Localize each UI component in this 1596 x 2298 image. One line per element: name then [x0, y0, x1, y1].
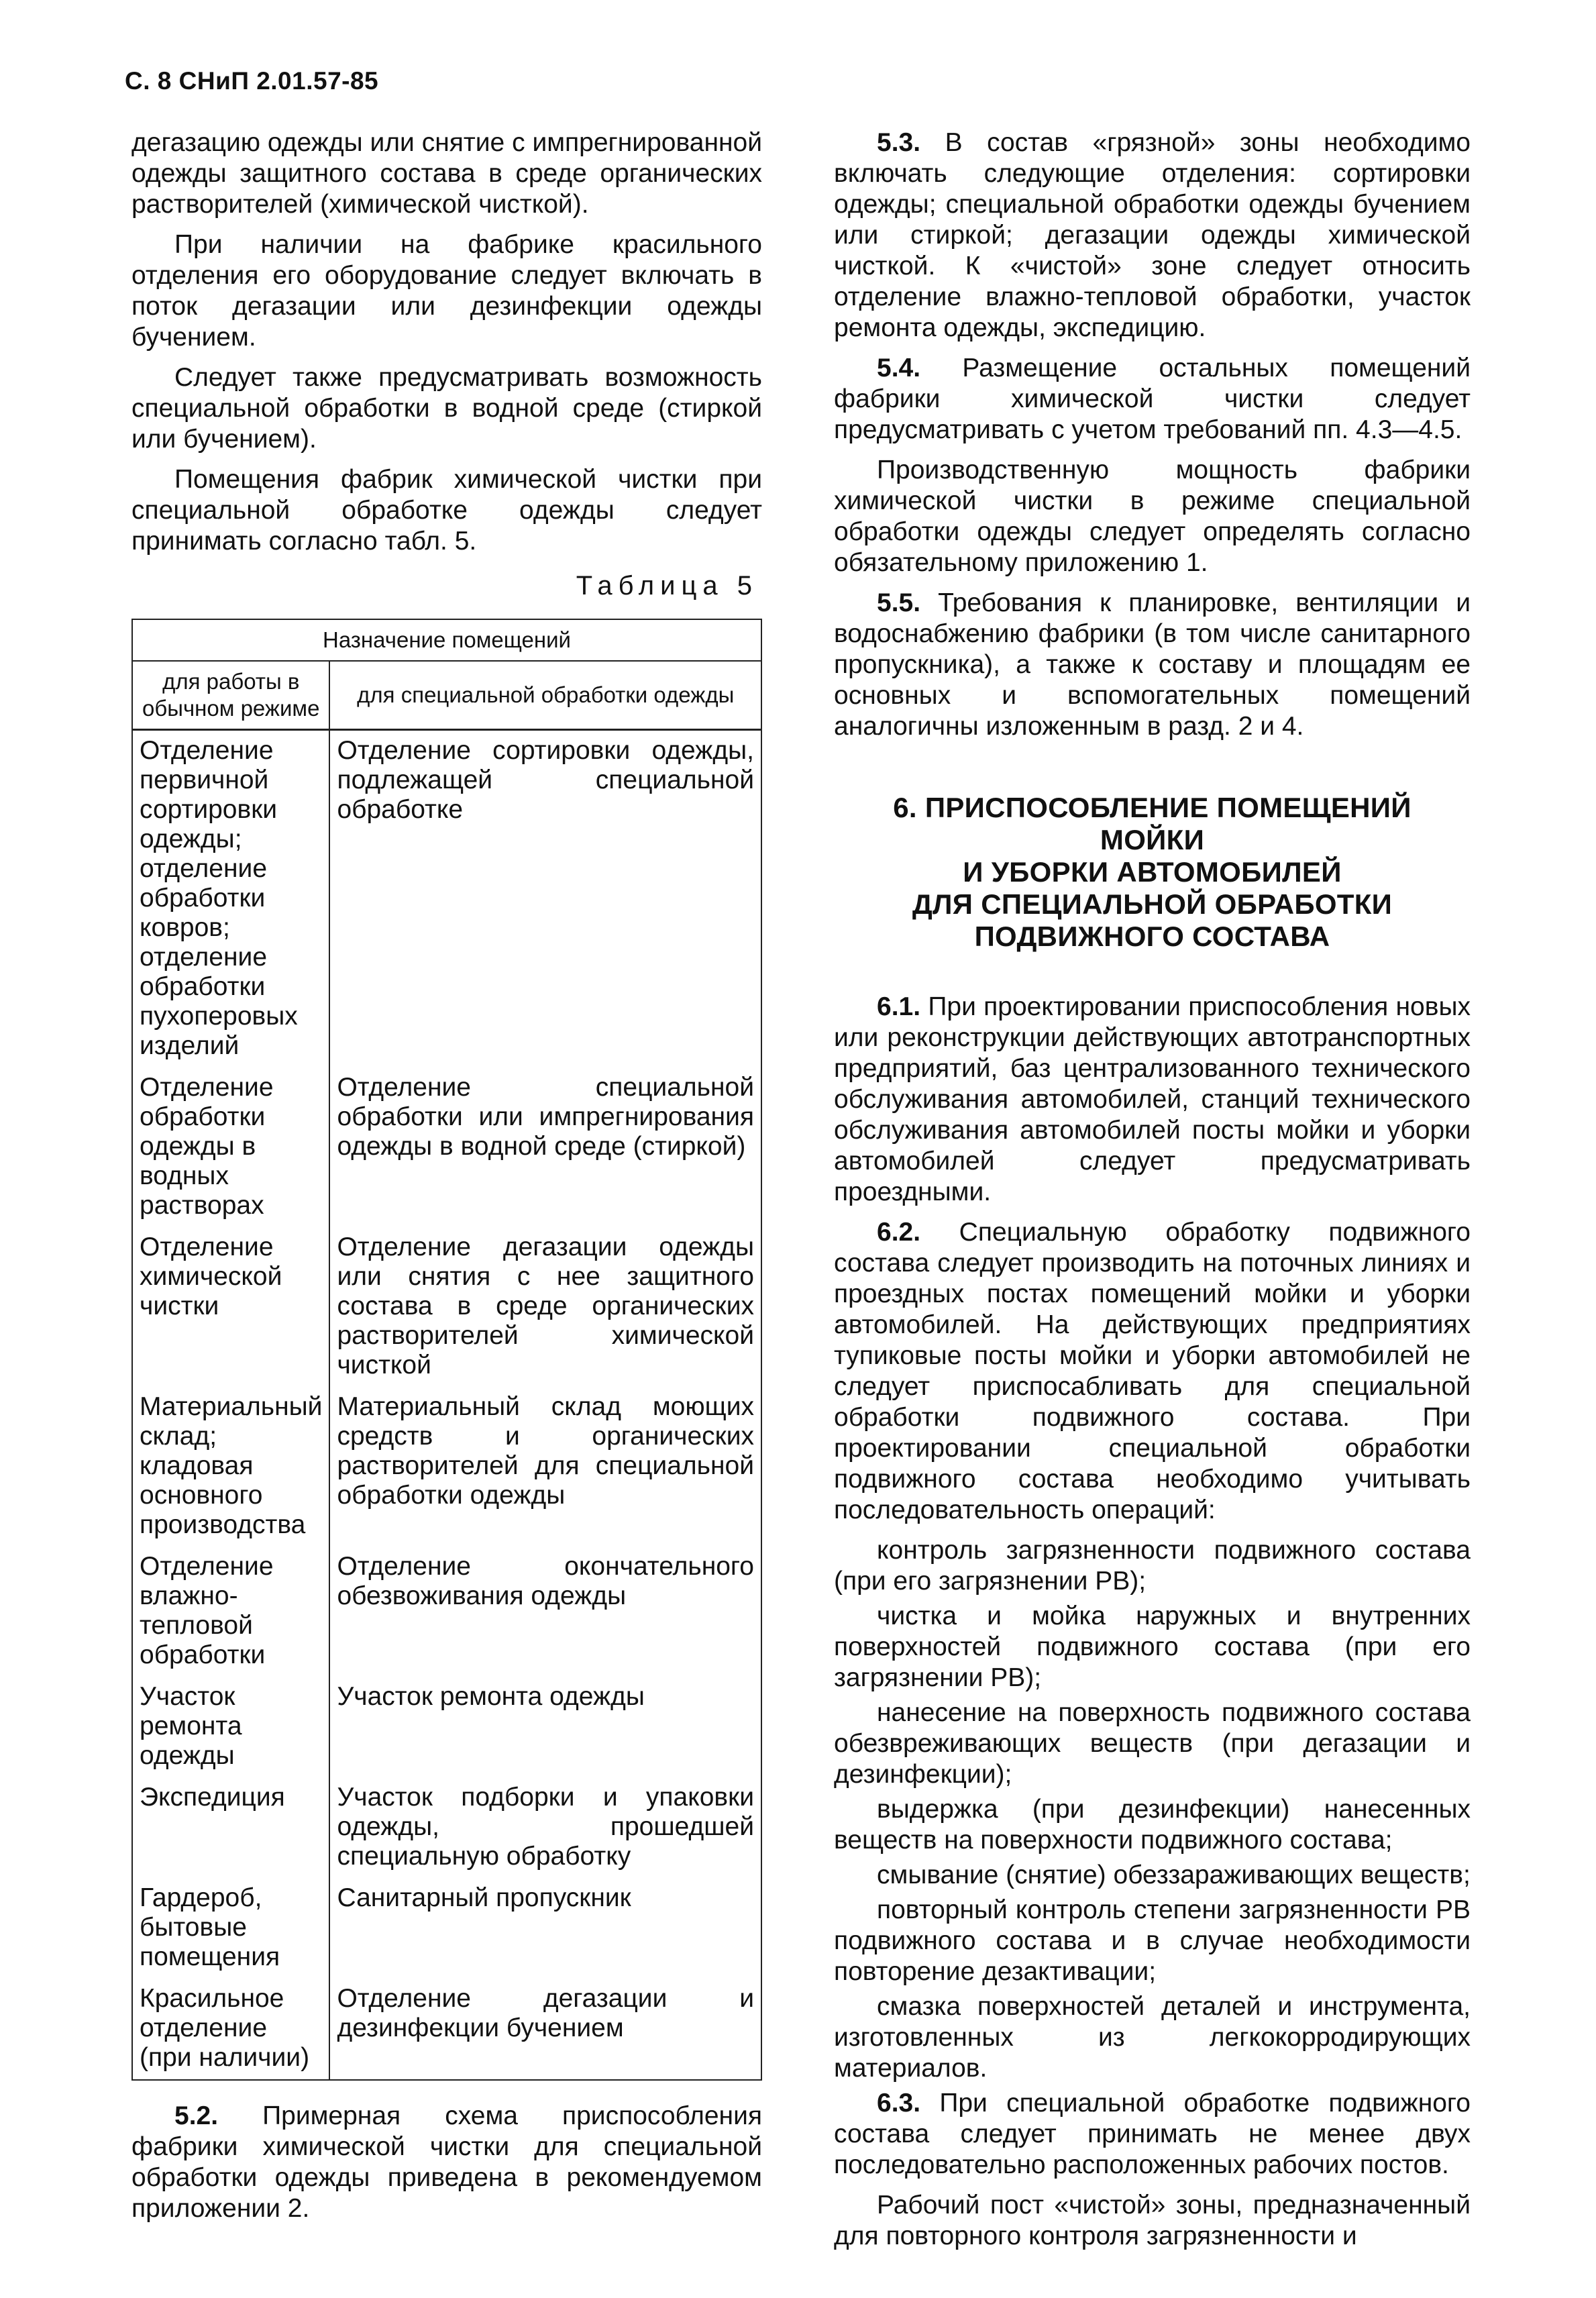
table-cell: Санитарный пропускник: [329, 1878, 761, 1979]
clause-text: В состав «грязной» зоны необходимо включать следующие отделения: сортировки одежды; специальной обработки одежды бучением или стиркой; дегазации одежды химической чисткой. К «чистой» зоне следует относить отделение влажно-тепловой обработки, участок ремонта одежды, экспедицию.: [834, 128, 1471, 342]
table-row: [132, 1067, 761, 1227]
clause-number: 6.1.: [877, 992, 921, 1021]
paragraph: Рабочий пост «чистой» зоны, предназначенный для повторного контроля загрязненности и: [834, 2191, 1471, 2250]
table-cell: Материальный склад моющих средств и органических растворителей для специальной обработки одежды: [329, 1387, 761, 1547]
table-cell: Отделение окончательного обезвоживания одежды: [329, 1547, 761, 1677]
paragraph-5-5: [834, 588, 1471, 742]
table-title: Таблица 5: [576, 571, 758, 600]
paragraph: дегазацию одежды или снятие с импрегнированной одежды защитного состава в среде органических растворителей (химической чисткой).: [131, 128, 762, 219]
clause-text: Размещение остальных помещений фабрики химической чистки следует предусматривать с учетом требований пп. 4.3—4.5.: [834, 354, 1471, 444]
section-heading: [847, 792, 1457, 953]
rooms-table: [131, 619, 762, 2081]
section-heading-line: 6. ПРИСПОСОБЛЕНИЕ ПОМЕЩЕНИЙ МОЙКИ: [893, 792, 1412, 855]
table-row: [132, 1547, 761, 1677]
clause-number: 5.3.: [877, 128, 921, 157]
table-row: [132, 1979, 761, 2080]
table-cell: Отделение дегазации одежды или снятия с нее защитного состава в среде органических растворителей химической чисткой: [329, 1227, 761, 1387]
table-cell: Отделение первичной сортировки одежды; отделение обработки ковров; отделение обработки пухоперовых изделий: [132, 730, 329, 1068]
clause-number: 6.2.: [877, 1218, 921, 1247]
paragraph: Производственную мощность фабрики химической чистки в режиме специальной обработки одежды следует определять согласно обязательному приложению 1.: [834, 456, 1471, 577]
clause-text: Специальную обработку подвижного состава следует производить на поточных линиях и проездных постах помещений мойки и уборки автомобилей. На действующих предприятиях тупиковые посты мойки и уборки автомобилей не следует приспосабливать для специальной обработки подвижного состава. При проектировании специальной обработки подвижного состава необходимо учитывать последовательность операций:: [834, 1218, 1471, 1524]
table-cell: Гардероб, бытовые помещения: [132, 1878, 329, 1979]
clause-number: 5.4.: [877, 354, 921, 382]
list-item: смывание (снятие) обеззараживающих веществ;: [877, 1861, 1471, 1889]
table-row: [132, 1878, 761, 1979]
paragraph-5-3: [834, 127, 1471, 344]
table-cell: Отделение сортировки одежды, подлежащей специальной обработке: [329, 730, 761, 1068]
paragraph: Помещения фабрик химической чистки при специальной обработке одежды следует принимать согласно табл. 5.: [131, 465, 762, 556]
right-column: [834, 127, 1471, 2261]
table-row: [132, 1677, 761, 1777]
table-row: [132, 1777, 761, 1878]
table-row: [132, 1227, 761, 1387]
list-item: чистка и мойка наружных и внутренних поверхностей подвижного состава (при его загрязнении РВ);: [834, 1602, 1471, 1692]
table-header-main: Назначение помещений: [132, 619, 761, 661]
clause-number: 6.3.: [877, 2089, 921, 2118]
clause-text: Требования к планировке, вентиляции и водоснабжению фабрики (в том числе санитарного пропускника), а также к составу и площадям ее основных и вспомогательных помещений аналогичны изложенным в разд. 2 и 4.: [834, 588, 1471, 741]
table-cell: Отделение обработки одежды в водных растворах: [132, 1067, 329, 1227]
list-item: нанесение на поверхность подвижного состава обезвреживающих веществ (при дегазации и дезинфекции);: [834, 1698, 1471, 1789]
table-cell: Красильное отделение (при наличии): [132, 1979, 329, 2080]
clause-number: 5.5.: [877, 588, 921, 617]
table-row: [132, 1387, 761, 1547]
table-cell: Отделение специальной обработки или импрегнирования одежды в водной среде (стиркой): [329, 1067, 761, 1227]
paragraph: При наличии на фабрике красильного отделения его оборудование следует включать в поток дегазации или дезинфекции одежды бучением.: [131, 230, 762, 352]
list-item: смазка поверхностей деталей и инструмента, изготовленных из легкокорродирующих материалов.: [834, 1992, 1471, 2083]
list-item: повторный контроль степени загрязненности РВ подвижного состава и в случае необходимости повторение дезактивации;: [834, 1895, 1471, 1986]
table-cell: Материальный склад; кладовая основного производства: [132, 1387, 329, 1547]
list-item: выдержка (при дезинфекции) нанесенных веществ на поверхности подвижного состава;: [834, 1795, 1471, 1855]
clause-text: При специальной обработке подвижного состава следует принимать не менее двух последовательно расположенных рабочих постов.: [834, 2089, 1471, 2179]
paragraph-6-1: [834, 992, 1471, 1208]
paragraph-6-3: [834, 2088, 1471, 2181]
table-cell: Отделение дегазации и дезинфекции бучением: [329, 1979, 761, 2080]
table-cell: Отделение влажно-тепловой обработки: [132, 1547, 329, 1677]
paragraph-5-4: [834, 353, 1471, 446]
table-header-col1: для работы в обычном режиме: [132, 661, 329, 730]
clause-number: 5.2.: [174, 2101, 219, 2130]
table-header-col2: для специальной обработки одежды: [329, 661, 761, 730]
clause-text: При проектировании приспособления новых или реконструкции действующих автотранспортных предприятий, баз централизованного технического обслуживания автомобилей, станций технического обслуживания автомобилей посты мойки и уборки автомобилей следует предусматривать проездными.: [834, 992, 1471, 1206]
paragraph: Следует также предусматривать возможность специальной обработки в водной среде (стиркой или бучением).: [131, 363, 762, 454]
table-cell: Участок ремонта одежды: [132, 1677, 329, 1777]
left-column: [131, 127, 762, 2234]
clause-text: Примерная схема приспособления фабрики химической чистки для специальной обработки одежды приведена в рекомендуемом приложении 2.: [131, 2101, 762, 2223]
table-cell: Участок ремонта одежды: [329, 1677, 761, 1777]
section-heading-line: ПОДВИЖНОГО СОСТАВА: [974, 921, 1330, 952]
table-cell: Отделение химической чистки: [132, 1227, 329, 1387]
table-cell: Участок подборки и упаковки одежды, прошедшей специальную обработку: [329, 1777, 761, 1878]
list-item: контроль загрязненности подвижного состава (при его загрязнении РВ);: [834, 1536, 1471, 1596]
paragraph-5-2: [131, 2101, 762, 2224]
table-cell: Экспедиция: [132, 1777, 329, 1878]
paragraph-6-2: [834, 1217, 1471, 1526]
page-header: С. 8 СНиП 2.01.57-85: [125, 67, 379, 95]
section-heading-line: ДЛЯ СПЕЦИАЛЬНОЙ ОБРАБОТКИ: [912, 888, 1393, 920]
section-heading-line: И УБОРКИ АВТОМОБИЛЕЙ: [963, 856, 1342, 888]
table-row: [132, 730, 761, 1068]
